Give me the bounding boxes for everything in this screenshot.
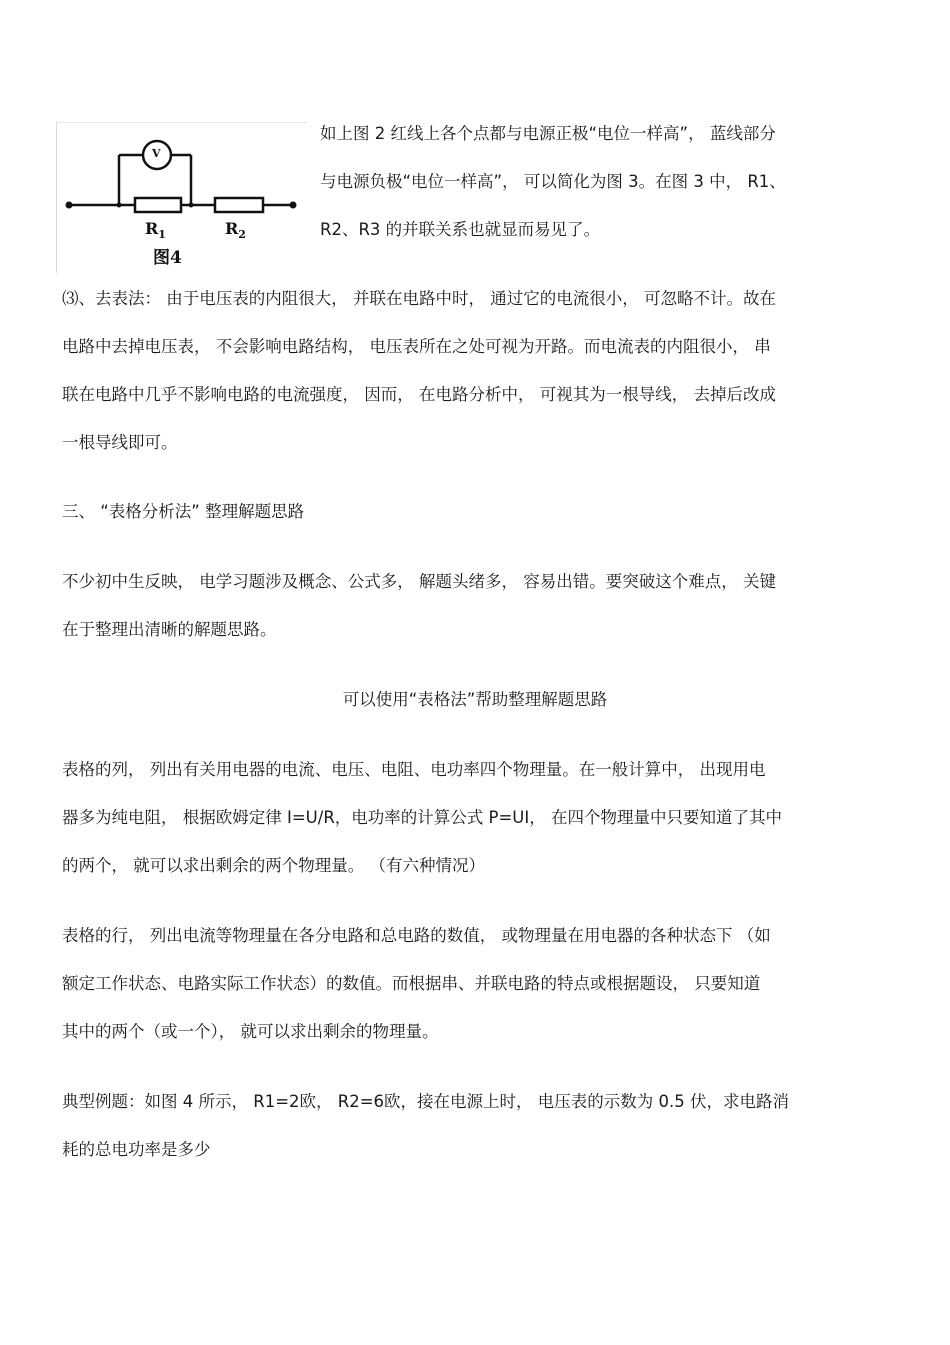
example-line-1: 典型例题：如图 4 所示， R1=2欧， R2=6欧，接在电源上时， 电压表的示数为 0.5 伏，求电路消 [62,1092,790,1111]
resistor-r2 [215,198,263,212]
r2-label: $R_2$ [225,219,246,242]
para2-line-1: 表格的列， 列出有关用电器的电流、电压、电阻、电功率四个物理量。在一般计算中， 出现用电 [62,760,766,779]
terminal-left [66,202,73,209]
resistor-r1 [135,198,181,212]
example-line-2: 耗的总电功率是多少 [62,1140,211,1159]
terminal-right [290,202,297,209]
intro-line-1: 如上图 2 红线上各个点都与电源正极“电位一样高”， 蓝线部分 [320,124,776,143]
para2-line-3: 的两个， 就可以求出剩余的两个物理量。 （有六种情况） [62,856,485,875]
section3-line-1: ⑶、去表法： 由于电压表的内阻很大， 并联在电路中时， 通过它的电流很小， 可忽略不计。故在 [62,289,776,308]
section3-line-3: 联在电路中几乎不影响电路的电流强度， 因而， 在电路分析中， 可视其为一根导线， 去掉后改成 [62,385,776,404]
circuit-diagram [57,123,307,273]
para1-line-2: 在于整理出清晰的解题思路。 [62,620,277,639]
para1-line-1: 不少初中生反映， 电学习题涉及概念、公式多， 解题头绪多， 容易出错。要突破这个难点， 关键 [62,572,776,591]
r1-label: $R_1$ [145,219,166,242]
para3-line-2: 额定工作状态、电路实际工作状态）的数值。而根据串、并联电路的特点或根据题设， 只要知道 [62,974,761,993]
figure-caption: 图4 [153,248,182,268]
intro-line-2: 与电源负极“电位一样高”， 可以简化为图 3。在图 3 中， R1、 [320,172,786,191]
para3-line-3: 其中的两个（或一个）， 就可以求出剩余的物理量。 [62,1022,439,1041]
intro-line-3: R2、R3 的并联关系也就显而易见了。 [320,220,601,239]
para3-line-1: 表格的行， 列出电流等物理量在各分电路和总电路的数值， 或物理量在用电器的各种状态下 （如 [62,926,771,945]
section3-line-4: 一根导线即可。 [62,433,178,452]
section3-line-2: 电路中去掉电压表， 不会影响电路结构， 电压表所在之处可视为开路。而电流表的内阻很小， 串 [62,337,771,356]
voltmeter-label: V [152,147,161,160]
circuit-figure-4 [56,122,307,273]
section-heading: 三、 “表格分析法” 整理解题思路 [62,502,305,521]
para2-line-2: 器多为纯电阻， 根据欧姆定律 I=U/R，电功率的计算公式 P=UI， 在四个物理量中只要知道了其中 [62,808,782,827]
centered-line: 可以使用“表格法”帮助整理解题思路 [342,690,608,709]
